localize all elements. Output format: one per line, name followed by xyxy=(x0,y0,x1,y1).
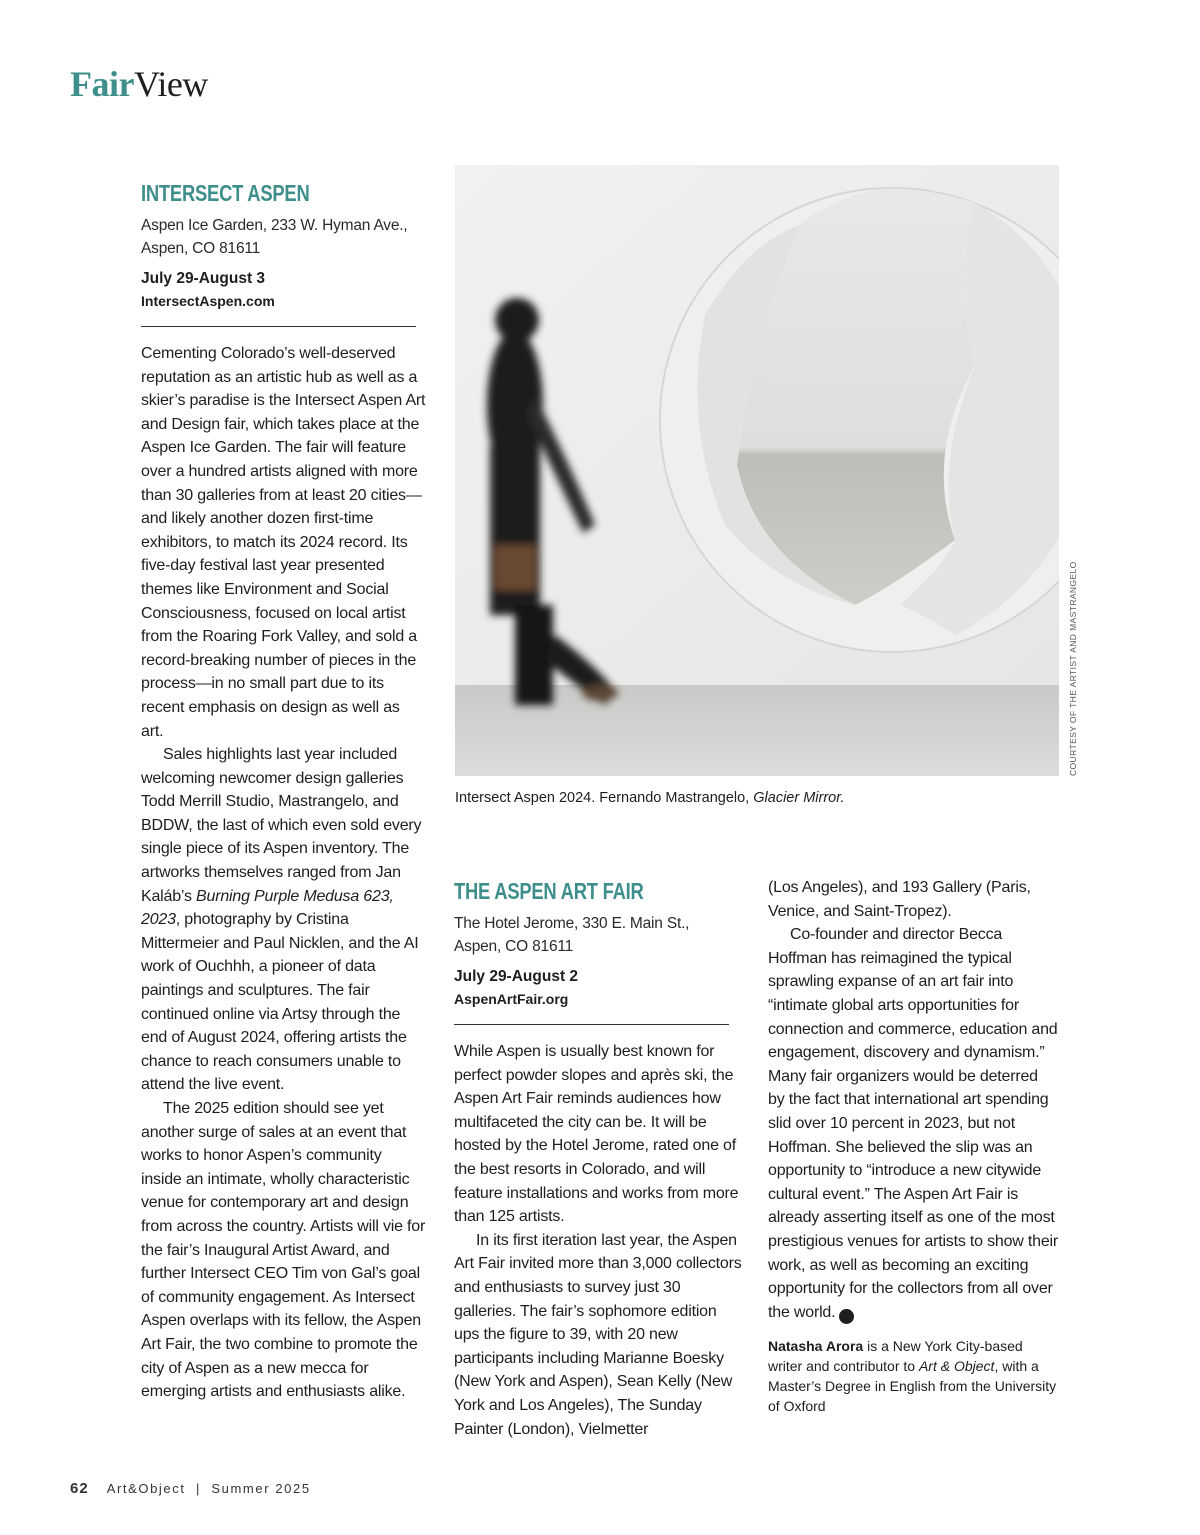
intersect-address-line1: Aspen Ice Garden, 233 W. Hyman Ave., xyxy=(141,217,408,234)
intersect-title: INTERSECT ASPEN xyxy=(141,180,310,206)
aspen-fair-body-continued xyxy=(768,876,1058,1324)
end-mark-icon: AO xyxy=(839,1309,854,1324)
section-masthead xyxy=(70,62,208,106)
aspen-fair-continued xyxy=(768,876,1058,1416)
footer-separator: | xyxy=(195,1481,201,1496)
intersect-paragraph-2 xyxy=(141,743,426,1097)
caption-artwork-title: Glacier Mirror. xyxy=(753,790,845,806)
intersect-website-link[interactable]: IntersectAspen.com xyxy=(141,293,275,309)
intersect-paragraph-3: The 2025 edition should see yet another surge of sales at an event that works to honor Aspen’s community inside an intimate, wholly characteristic venue for contemporary art and design from across the country. Artists will vie for the fair’s Inaugural Artist Award, and further Intersect CEO Tim von Gal’s goal of community engagement. As Intersect Aspen overlaps with its fellow, the Aspen Art Fair, the two combine to promote the city of Aspen as a new mecca for emerging artists and enthusiasts alike. xyxy=(141,1100,426,1401)
masthead-view: View xyxy=(133,64,208,104)
glacier-mirror-photo xyxy=(455,165,1059,776)
page-number: 62 xyxy=(70,1480,89,1497)
intersect-aspen-article xyxy=(141,178,426,1404)
aspen-fair-dates: July 29-August 2 xyxy=(454,968,579,985)
bio-text-end: , with a Master’s Degree in English from the University of Oxford xyxy=(768,1358,1057,1415)
bio-publication: Art & Object xyxy=(918,1358,995,1375)
photo-credit: COURTESY OF THE ARTIST AND MASTRANGELO xyxy=(1068,561,1078,776)
intersect-paragraph-1: Cementing Colorado’s well-deserved reputation as an artistic hub as well as a skier’s paradise is the Intersect Aspen Art and Design fair, which takes place at the Aspen Ice Garden. The fair will feature over a hundred artists aligned with more than 30 galleries from at least 20 cities—and likely another dozen first-time exhibitors, to match its 2024 record. Its five-day festival last year presented themes like Environment and Social Consciousness, focused on local artist from the Roaring Fork Valley, and sold a record-breaking number of pieces in the process—in no small part due to its recent emphasis on design as well as art. xyxy=(141,345,426,740)
aspen-fair-paragraph-2: In its first iteration last year, the Aspen Art Fair invited more than 3,000 collectors and enthusiasts to survey just 30 galleries. The fair’s sophomore edition ups the figure to 39, with 20 new participants including Marianne Boesky (New York and Aspen), Sean Kelly (New York and Los Angeles), The Sunday Painter (London), Vielmetter xyxy=(454,1231,742,1438)
aspen-fair-body xyxy=(454,1040,742,1441)
intersect-p2-end: , photography by Cristina Mittermeier and Paul Nicklen, and the AI work of Ouchhh, a pioneer of data paintings and sculptures. The fair continued online via Artsy through the end of August 2024, offering artists the chance to reach consumers unable to attend the live event. xyxy=(141,911,419,1094)
intersect-divider xyxy=(141,326,416,327)
intersect-body xyxy=(141,342,426,1404)
aspen-fair-title: THE ASPEN ART FAIR xyxy=(454,878,644,904)
aspen-fair-divider xyxy=(454,1024,729,1025)
aspen-fair-paragraph-3 xyxy=(768,923,1058,1324)
aspen-fair-address-line2: Aspen, CO 81611 xyxy=(454,938,574,955)
author-name: Natasha Arora xyxy=(768,1338,864,1355)
publication-name: Art&Object xyxy=(106,1481,186,1496)
intersect-address-line2: Aspen, CO 81611 xyxy=(141,240,261,257)
aspen-art-fair-article xyxy=(454,876,742,1441)
aspen-fair-paragraph-1: While Aspen is usually best known for perfect powder slopes and après ski, the Aspen Art Fair reminds audiences how multifaceted the city can be. It will be hosted by the Hotel Jerome, rated one of the best resorts in Colorado, and will feature installations and works from more than 125 artists. xyxy=(454,1043,739,1226)
intersect-p2-start: Sales highlights last year included welcoming newcomer design galleries Todd Merrill Studio, Mastrangelo, and BDDW, the last of which even sold every single piece of its Aspen inventory. The artworks themselves ranged from Jan Kaláb’s xyxy=(141,746,422,905)
photo-caption xyxy=(455,788,845,808)
bio-text-start: is a New York City-based writer and contributor to xyxy=(768,1338,1023,1375)
intersect-artwork-title: Burning Purple Medusa 623, 2023 xyxy=(141,887,394,929)
issue-date: Summer 2025 xyxy=(211,1481,311,1496)
intersect-dates: July 29-August 3 xyxy=(141,270,266,287)
aspen-fair-address-line1: The Hotel Jerome, 330 E. Main St., xyxy=(454,915,690,932)
aspen-fair-p3-text: Co-founder and director Becca Hoffman has reimagined the typical sprawling expanse of an art fair into “intimate global arts opportunities for connection and commerce, education and engagement, discovery and dynamism.” Many fair organizers would be deterred by the fact that international art spending slid over 10 percent in 2023, but not Hoffman. She believed the slip was an opportunity to “introduce a new citywide cultural event.” The Aspen Art Fair is already asserting itself as one of the most prestigious venues for artists to show their work, as well as becoming an exciting opportunity for the collectors from all over the world. xyxy=(768,926,1059,1321)
author-bio xyxy=(768,1336,1058,1416)
photo-illustration xyxy=(455,165,1059,776)
caption-text: Intersect Aspen 2024. Fernando Mastrangelo, xyxy=(455,790,754,806)
masthead-fair: Fair xyxy=(70,64,134,104)
aspen-fair-website-link[interactable]: AspenArtFair.org xyxy=(454,991,569,1007)
aspen-fair-paragraph-2-cont: (Los Angeles), and 193 Gallery (Paris, Venice, and Saint-Tropez). xyxy=(768,879,1031,920)
page-footer xyxy=(70,1479,311,1499)
